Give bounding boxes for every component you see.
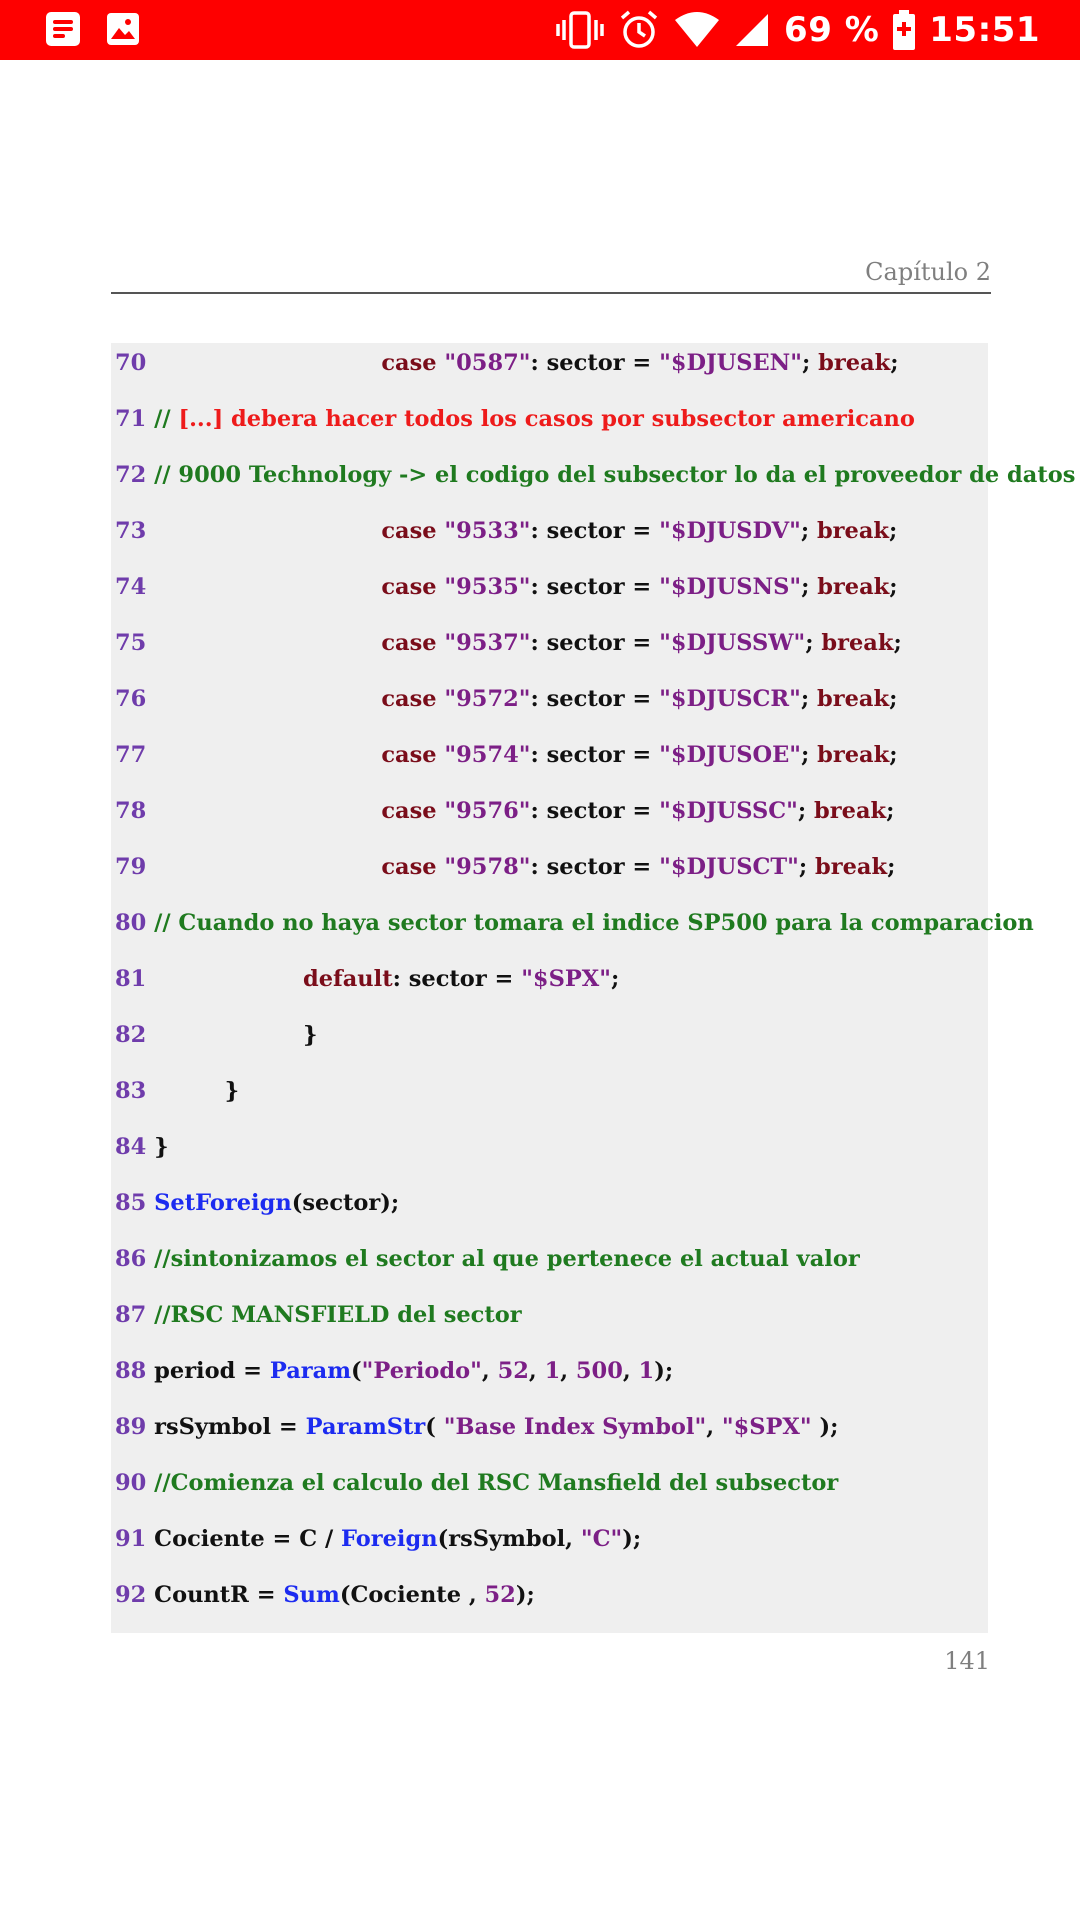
line-number: 88 [115,1358,147,1384]
indent [146,1526,154,1552]
line-number: 89 [115,1414,147,1440]
vibrate-icon [556,10,604,50]
code-token: : sector = [530,518,660,544]
indent [146,1302,154,1328]
code-line [115,1015,317,1055]
code-token: period = [154,1358,270,1384]
code-token: : sector = [392,966,522,992]
code-line [115,679,897,719]
code-token: 500 [575,1358,623,1384]
code-token: break [817,574,890,600]
code-line [115,1575,535,1615]
indent [146,1078,224,1104]
battery-charging-icon [893,10,915,50]
code-line [115,959,619,999]
system-icons [556,8,1040,52]
header-divider [111,292,991,294]
code-token: ; [800,518,817,544]
code-token: : sector = [530,350,660,376]
indent [146,1470,154,1496]
indent [146,1134,154,1160]
code-token: ); [654,1358,674,1384]
indent [146,686,381,712]
code-token: break [817,686,890,712]
code-token: "9535" [444,574,531,600]
code-line [115,567,898,607]
code-token: Foreign [341,1526,438,1552]
code-token: ; [801,742,818,768]
code-line [115,455,1075,495]
line-number: 75 [115,630,147,656]
code-token: "Periodo" [361,1358,482,1384]
code-token: } [224,1078,240,1104]
code-token: (rsSymbol, [437,1526,581,1552]
wifi-icon [674,12,720,48]
code-line [115,1407,838,1447]
battery-percentage: 69 % [784,10,880,50]
indent [146,406,154,432]
code-token: ); [622,1526,642,1552]
code-token: } [302,1022,318,1048]
indent [146,1358,154,1384]
code-token: //RSC MANSFIELD del sector [154,1302,522,1328]
code-token: (sector); [291,1190,400,1216]
code-token: //sintonizamos el sector al que pertenece el actual valor [154,1246,860,1272]
line-number: 70 [115,350,147,376]
line-number: 72 [115,462,147,488]
code-token: : sector = [530,686,660,712]
line-number: 71 [115,406,147,432]
code-line [115,1463,838,1503]
code-token: break [818,350,891,376]
code-token: break [816,518,890,544]
code-token: 1 [638,1358,655,1384]
code-token: "C" [580,1526,623,1552]
notification-icons [46,12,140,46]
code-token: "9537" [444,630,531,656]
code-token: ; [798,854,816,880]
line-number: 81 [115,966,147,992]
line-number: 73 [115,518,147,544]
signal-icon [734,12,770,48]
code-token: 1 [544,1358,561,1384]
code-token: case [381,798,445,824]
code-token: Cociente = C / [154,1526,342,1552]
code-token: ); [811,1414,839,1440]
code-line [115,791,894,831]
line-number: 84 [115,1134,147,1160]
indent [146,1190,154,1216]
indent [146,854,381,880]
code-line [115,847,895,887]
code-token: , [481,1358,498,1384]
code-token: ( [351,1358,362,1384]
code-token: ; [797,798,815,824]
line-number: 74 [115,574,147,600]
code-token: "$DJUSCR" [659,686,801,712]
code-token: "$SPX" [521,966,611,992]
code-token: : sector = [530,798,660,824]
code-token: 52 [497,1358,529,1384]
code-token: "9533" [444,518,531,544]
line-number: 83 [115,1078,147,1104]
code-token: break [814,798,887,824]
code-token: "9572" [444,686,531,712]
code-token: "$DJUSDV" [659,518,801,544]
code-token: "$DJUSSC" [659,798,798,824]
line-number: 79 [115,854,147,880]
alarm-icon [618,9,660,51]
code-line [115,343,899,383]
code-token: "$DJUSEN" [659,350,802,376]
code-token: SetForeign [154,1190,292,1216]
code-token: ; [800,686,817,712]
code-token: ; [893,630,902,656]
line-number: 78 [115,798,147,824]
code-token: case [381,686,445,712]
code-token: case [381,574,445,600]
code-token: ; [801,574,818,600]
indent [146,518,381,544]
code-token: , [560,1358,576,1384]
code-token: Param [269,1358,352,1384]
code-token: ; [889,742,898,768]
code-token: "$DJUSNS" [659,574,802,600]
code-token: , [706,1414,722,1440]
code-token: ( [425,1414,444,1440]
code-token: "$DJUSCT" [659,854,799,880]
code-token: Sum [283,1582,340,1608]
line-number: 92 [115,1582,147,1608]
code-token: : sector = [530,854,660,880]
indent [146,462,154,488]
code-token: : sector = [530,574,660,600]
code-token: "$SPX" [721,1414,812,1440]
code-line [115,1295,522,1335]
code-token: , [622,1358,639,1384]
code-token: ; [889,518,898,544]
code-token: [...] debera hacer todos los casos por subsector americano [178,406,915,432]
code-token: ; [890,350,899,376]
line-number: 77 [115,742,147,768]
indent [146,1414,154,1440]
page-number: 141 [944,1647,990,1675]
indent [146,350,381,376]
code-token: "$DJUSOE" [659,742,801,768]
code-token: , [528,1358,545,1384]
line-number: 82 [115,1022,147,1048]
code-token: case [381,854,445,880]
code-line [115,511,897,551]
line-number: 87 [115,1302,147,1328]
image-icon [106,12,140,46]
code-token: CountR = [154,1582,284,1608]
code-line [115,903,1034,943]
line-number: 80 [115,910,147,936]
code-token: // 9000 Technology -> el codigo del subsector lo da el proveedor de datos [154,462,1076,488]
indent [146,630,381,656]
indent [146,798,381,824]
code-token: default [302,966,393,992]
line-number: 85 [115,1190,147,1216]
code-line [115,1519,641,1559]
line-number: 90 [115,1470,147,1496]
line-number: 91 [115,1526,147,1552]
status-bar [0,0,1080,60]
code-token: "0587" [444,350,531,376]
code-token: } [154,1134,169,1160]
code-token: : sector = [530,630,660,656]
code-token: case [381,630,445,656]
code-token: "$DJUSSW" [659,630,806,656]
code-line [115,1183,399,1223]
code-token: "9576" [444,798,531,824]
code-token: case [381,742,445,768]
code-token: // Cuando no haya sector tomara el indice SP500 para la comparacion [154,910,1034,936]
code-token: //Comienza el calculo del RSC Mansfield del subsector [154,1470,839,1496]
code-token: "9574" [444,742,531,768]
code-token: ; [889,686,898,712]
indent [146,910,154,936]
code-token: ; [801,350,819,376]
code-token: : sector = [530,742,660,768]
code-token: ); [515,1582,535,1608]
line-number: 76 [115,686,147,712]
code-line [115,1351,673,1391]
code-token: break [817,742,890,768]
code-line [115,623,902,663]
code-token: case [381,518,445,544]
code-token: // [154,406,179,432]
code-token: ; [887,854,896,880]
chapter-header: Capítulo 2 [865,258,991,286]
code-listing [111,343,1076,1633]
code-token: ParamStr [305,1414,426,1440]
code-token: break [821,630,894,656]
code-token: "Base Index Symbol" [443,1414,707,1440]
indent [146,574,381,600]
code-token: ; [889,574,898,600]
indent [146,1582,154,1608]
code-line [115,735,898,775]
line-number: 86 [115,1246,147,1272]
indent [146,966,303,992]
code-line [115,1127,169,1167]
notes-icon [46,12,80,46]
indent [146,1246,154,1272]
code-token: ; [886,798,895,824]
code-token: (Cociente , [339,1582,485,1608]
indent [146,1022,303,1048]
code-token: ; [610,966,620,992]
clock: 15:51 [929,10,1040,50]
code-line [115,1239,860,1279]
code-line [115,399,915,439]
code-token: ; [805,630,822,656]
code-token: rsSymbol = [154,1414,306,1440]
indent [146,742,381,768]
code-token: break [815,854,888,880]
code-token: case [381,350,445,376]
code-token: 52 [484,1582,516,1608]
code-line [115,1071,239,1111]
code-token: "9578" [444,854,531,880]
